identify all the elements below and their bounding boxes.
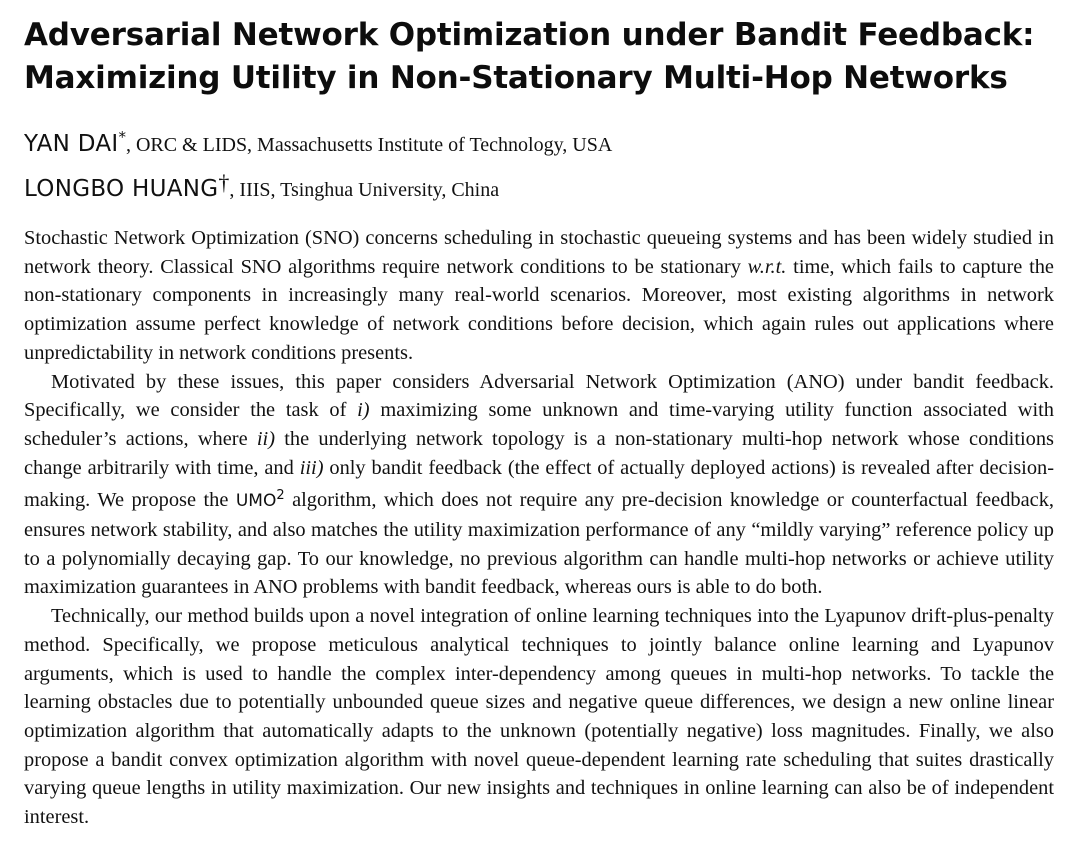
author-affiliation: , IIIS, Tsinghua University, China <box>229 179 500 201</box>
author-affiliation: , ORC & LIDS, Massachusetts Institute of Technology, USA <box>125 134 613 156</box>
algorithm-name <box>235 488 285 512</box>
author-footnote-mark: * <box>118 128 126 146</box>
abstract-text: Technically, our method builds upon a novel integration of online learning techniques into the Lyapunov drift-plus-penalty method. Specifically, we propose meticulous analytical techniques to jointly balance online learning and Lyapunov arguments, which is used to handle the complex inter-dependency among queues in multi-hop networks. To tackle the learning obstacles due to potentially unbounded queue sizes and negative queue differences, we design a new online linear optimization algorithm that automatically adapts to the unknown (potentially negative) loss magnitudes. Finally, we also propose a bandit convex optimization algorithm with novel queue-dependent learning rate scheduling that suites drastically varying queue lengths in utility maximization. Our new insights and techniques in online learning can also be of independent interest. <box>24 605 1054 829</box>
abstract-emphasis: i) <box>357 399 370 422</box>
title-line-1: Adversarial Network Optimization under Bandit Feedback: <box>24 17 1035 53</box>
abstract-text: the underlying network topology is a non-stationary multi-hop network whose conditions change arbitrarily with time, and <box>24 427 1054 479</box>
author-entry <box>24 164 1054 209</box>
algorithm-name-base: UMO <box>235 491 277 512</box>
algorithm-name-superscript: 2 <box>276 488 285 504</box>
title-line-2: Maximizing Utility in Non-Stationary Multi-Hop Networks <box>24 60 1008 96</box>
abstract-text: only bandit feedback (the effect of actually deployed actions) is revealed after decision-making. We propose the <box>24 456 1055 512</box>
abstract <box>24 224 1054 832</box>
abstract-text: Stochastic Network Optimization (SNO) concerns scheduling in stochastic queueing systems and has been widely studied in network theory. Classical SNO algorithms require network conditions to be stationary <box>24 227 1054 278</box>
abstract-paragraph-1 <box>24 224 1054 368</box>
abstract-emphasis: w.r.t. <box>747 255 787 278</box>
abstract-text: maximizing some unknown and time-varying utility function associated with scheduler’s actions, where <box>24 399 1054 450</box>
abstract-emphasis: iii) <box>299 456 324 479</box>
author-list <box>24 119 1054 209</box>
abstract-emphasis: ii) <box>256 427 276 450</box>
author-name: LONGBO HUANG <box>24 176 219 202</box>
author-name: YAN DAI <box>24 131 119 157</box>
abstract-paragraph-3 <box>24 602 1054 832</box>
paper-title <box>24 14 1054 100</box>
abstract-text: algorithm, which does not require any pre-decision knowledge or counterfactual feedback, ensures network stability, and also matches the utility maximization performance of any “mildly varying” reference policy up to a polynomially decaying gap. To our knowledge, no previous algorithm can handle multi-hop networks or achieve utility maximization guarantees in ANO problems with bandit feedback, whereas ours is able to do both. <box>24 489 1054 599</box>
abstract-paragraph-2 <box>24 368 1054 603</box>
author-footnote-mark: † <box>218 170 230 195</box>
author-entry <box>24 119 1054 164</box>
abstract-text: time, which fails to capture the non-stationary components in increasingly many real-world scenarios. Moreover, most existing algorithms in network optimization assume perfect knowledge of network conditions before decision, which again rules out applications where unpredictability in network conditions presents. <box>24 255 1054 364</box>
abstract-text: Motivated by these issues, this paper considers Adversarial Network Optimization (ANO) under bandit feedback. Specifically, we consider the task of <box>24 370 1054 422</box>
